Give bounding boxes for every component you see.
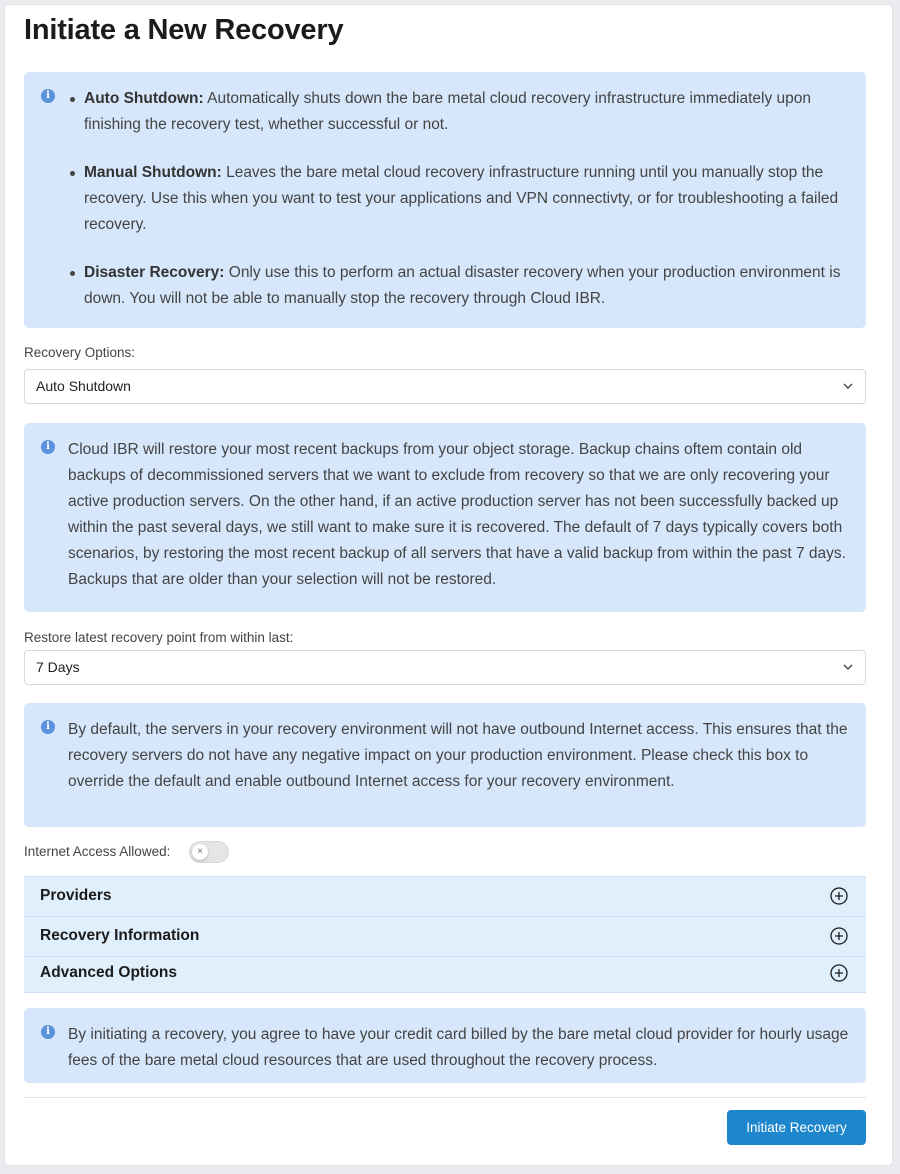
footer-divider — [24, 1097, 866, 1098]
accordion-label: Recovery Information — [40, 927, 200, 944]
list-item — [84, 260, 844, 312]
accordion-label: Advanced Options — [40, 964, 177, 981]
initiate-recovery-button[interactable]: Initiate Recovery — [727, 1110, 866, 1145]
restore-info-text: Cloud IBR will restore your most recent backups from your object storage. Backup chains oftem contain old backups of decommissioned servers that we want to exclude from recovery so that we are only recovering your active production servers. On the other hand, if an active production server has not been successfully backed up within the past several days, we still want to make sure it is recovered. The default of 7 days typically covers both scenarios, by restoring the most recent backup of all servers that have a valid backup from within the past 7 days. Backups that are older than your selection will not be restored. — [68, 441, 846, 588]
internet-access-label: Internet Access Allowed: — [24, 844, 171, 859]
internet-info-text: By default, the servers in your recovery environment will not have outbound Internet access. This ensures that the recovery servers do not have any negative impact on your production environment. Please check this box to override the default and enable outbound Internet access for your recovery environment. — [68, 721, 848, 790]
plus-circle-icon — [830, 887, 848, 905]
restore-point-label: Restore latest recovery point from within last: — [24, 630, 294, 645]
list-item — [84, 86, 844, 138]
list-item-term: Auto Shutdown: — [84, 90, 204, 107]
restore-point-select[interactable] — [24, 650, 866, 685]
list-item-term: Disaster Recovery: — [84, 264, 225, 281]
list-item — [84, 160, 844, 238]
billing-info-text: By initiating a recovery, you agree to have your credit card billed by the bare metal cloud provider for hourly usage fees of the bare metal cloud resources that are used throughout the recovery process. — [68, 1026, 849, 1069]
billing-info-alert — [24, 1008, 866, 1083]
info-icon: i — [41, 1025, 55, 1039]
internet-info-alert — [24, 703, 866, 827]
list-item-term: Manual Shutdown: — [84, 164, 222, 181]
settings-accordion — [24, 876, 866, 993]
internet-access-toggle[interactable] — [189, 841, 229, 863]
recovery-options-value: Auto Shutdown — [36, 378, 131, 394]
x-icon: × — [192, 844, 208, 860]
accordion-advanced-options[interactable] — [24, 957, 866, 992]
info-icon: i — [41, 720, 55, 734]
accordion-label: Providers — [40, 887, 112, 904]
page-title: Initiate a New Recovery — [24, 14, 344, 46]
shutdown-info-alert — [24, 72, 866, 328]
info-icon: i — [41, 440, 55, 454]
list-item-text: Leaves the bare metal cloud recovery infrastructure running until you manually stop the recovery. Use this when you want to test your applications and VPN connectivty, or for troubleshooting a failed recovery. — [84, 164, 839, 233]
restore-point-value: 7 Days — [36, 659, 80, 675]
recovery-options-label: Recovery Options: — [24, 345, 136, 360]
plus-circle-icon — [830, 964, 848, 982]
plus-circle-icon — [830, 927, 848, 945]
list-item-text: Automatically shuts down the bare metal cloud recovery infrastructure immediately upon finishing the recovery test, whether successful or not. — [84, 90, 812, 133]
recovery-options-select[interactable] — [24, 369, 866, 404]
chevron-down-icon — [843, 662, 853, 672]
chevron-down-icon — [843, 381, 853, 391]
list-item-text: Only use this to perform an actual disaster recovery when your production environment is down. You will not be able to manually stop the recovery through Cloud IBR. — [84, 264, 841, 307]
accordion-recovery-information[interactable] — [24, 917, 866, 957]
restore-info-alert — [24, 423, 866, 612]
shutdown-options-list — [84, 86, 844, 312]
accordion-providers[interactable] — [24, 877, 866, 917]
info-icon: i — [41, 89, 55, 103]
